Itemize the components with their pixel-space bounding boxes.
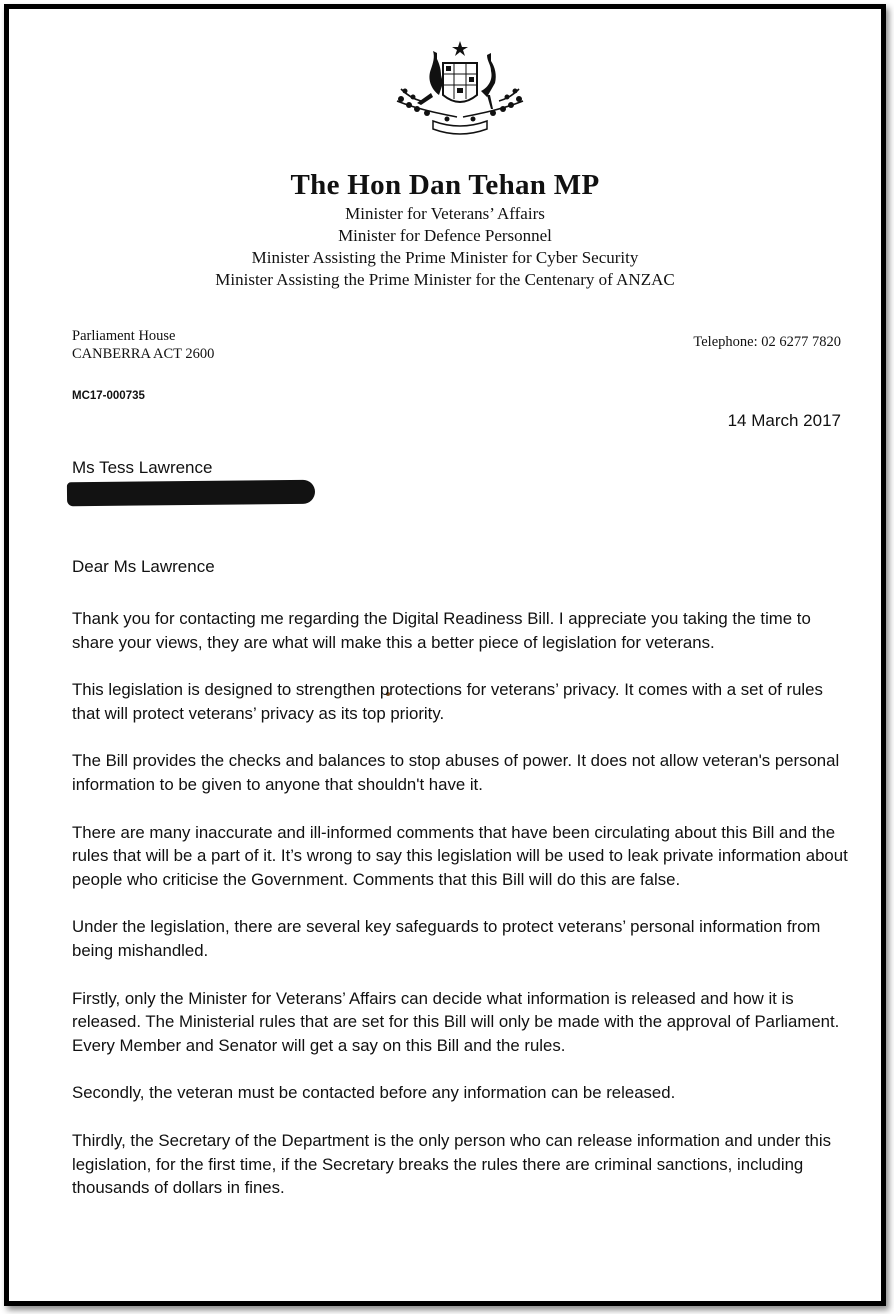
letter-page (4, 4, 886, 1306)
redaction-mark (67, 480, 315, 507)
minister-role: Minister for Defence Personnel (338, 226, 552, 245)
body-paragraph: Under the legislation, there are several key safeguards to protect veterans’ personal information from being mishandled. (72, 917, 821, 960)
body-paragraph: Firstly, only the Minister for Veterans’ Affairs can decide what information is released and how it is released. The Ministerial rules that are set for this Bill will only be made with the approval of Parliament. Every Member and Senator will get a say on this Bill and the rules. (72, 988, 840, 1055)
minister-role: Minister Assisting the Prime Minister for Cyber Security (251, 248, 639, 267)
reference-number: MC17-000735 (72, 390, 145, 402)
telephone: Telephone: 02 6277 7820 (693, 334, 841, 350)
minister-role: Minister Assisting the Prime Minister for the Centenary of ANZAC (215, 270, 675, 289)
letter-date: 14 March 2017 (727, 411, 841, 430)
recipient-name: Ms Tess Lawrence (72, 458, 213, 477)
address-line: Parliament House (72, 328, 176, 344)
body-paragraph: Secondly, the veteran must be contacted before any information can be released. (72, 1083, 676, 1103)
body-paragraph: This legislation is designed to strengthen protections for veterans’ privacy. It comes with a set of rules that will protect veterans’ privacy as its top priority. (72, 680, 823, 723)
letter-body (72, 607, 852, 1224)
address-line: CANBERRA ACT 2600 (72, 346, 215, 362)
sender-address (72, 327, 214, 363)
minister-name: The Hon Dan Tehan MP (290, 169, 600, 201)
salutation: Dear Ms Lawrence (72, 557, 215, 576)
body-paragraph: The Bill provides the checks and balances to stop abuses of power. It does not allow veteran's personal information to be given to anyone that shouldn't have it. (72, 751, 840, 794)
minister-role: Minister for Veterans’ Affairs (345, 204, 545, 223)
body-paragraph: There are many inaccurate and ill-informed comments that have been circulating about this Bill and the rules that will be a part of it. It’s wrong to say this legislation will be used to leak private information about people who criticise the Government. Comments that this Bill will do this are false. (72, 822, 848, 889)
coat-of-arms-icon (387, 39, 533, 139)
body-paragraph: Thank you for contacting me regarding the Digital Readiness Bill. I appreciate you taking the time to share your views, they are what will make this a better piece of legislation for veterans. (72, 609, 811, 652)
body-paragraph: Thirdly, the Secretary of the Department is the only person who can release information and under this legislation, for the first time, if the Secretary breaks the rules there are criminal sanctions, including thousands of dollars in fines. (72, 1130, 831, 1198)
letterhead (9, 167, 881, 291)
